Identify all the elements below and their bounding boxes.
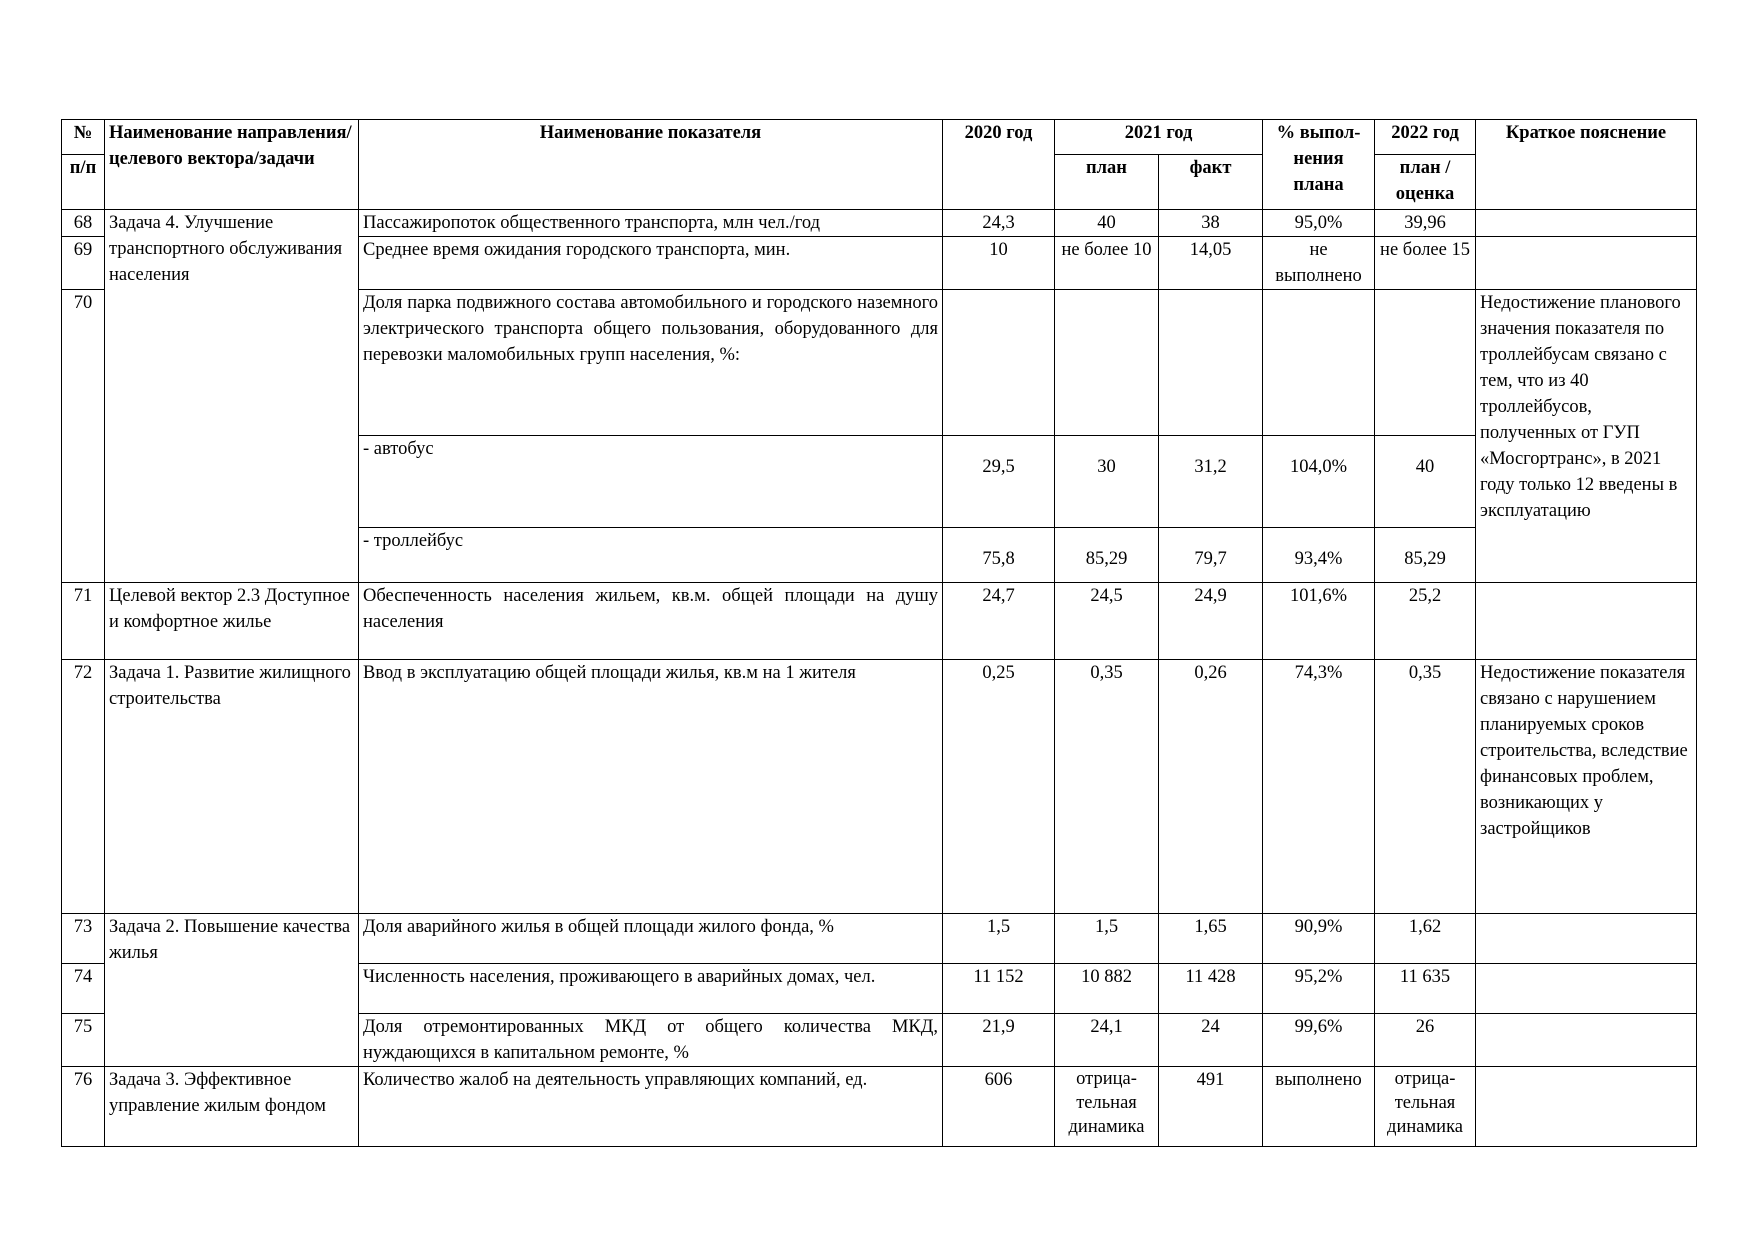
value-2020: 24,7: [943, 583, 1055, 660]
header-2022: 2022 год: [1375, 120, 1476, 155]
value-2020: 0,25: [943, 660, 1055, 914]
direction-cell: Целевой вектор 2.3 Доступное и комфортное жилье: [105, 583, 359, 660]
indicator-cell: Доля отремонтированных МКД от общего количества МКД, нуждающихся в капитальном ремонте, %: [359, 1014, 943, 1067]
direction-cell: Задача 4. Улучшение транспортного обслуживания населения: [105, 210, 359, 583]
row-number: 75: [62, 1014, 105, 1067]
value-percent: не выполнено: [1263, 237, 1375, 290]
value-fact: 11 428: [1159, 964, 1263, 1014]
indicator-cell: Обеспеченность населения жильем, кв.м. общей площади на душу населения: [359, 583, 943, 660]
indicator-cell: Среднее время ожидания городского транспорта, мин.: [359, 237, 943, 290]
value-percent: [1263, 290, 1375, 436]
indicator-cell: Пассажиропоток общественного транспорта, млн чел./год: [359, 210, 943, 237]
note-cell: [1476, 964, 1697, 1014]
header-plan-estimate: план / оценка: [1375, 155, 1476, 210]
value-2020: 606: [943, 1067, 1055, 1147]
table-row: [62, 583, 1697, 660]
value-2022: 0,35: [1375, 660, 1476, 914]
note-cell: [1476, 1067, 1697, 1147]
header-2020: 2020 год: [943, 120, 1055, 210]
value-plan: отрица-тельная динамика: [1055, 1067, 1159, 1147]
row-number: 69: [62, 237, 105, 290]
value-percent: 74,3%: [1263, 660, 1375, 914]
value-plan: 30: [1055, 436, 1159, 528]
direction-cell: Задача 3. Эффективное управление жилым фондом: [105, 1067, 359, 1147]
value-2022: [1375, 290, 1476, 436]
table-row: [62, 210, 1697, 237]
row-number: 73: [62, 914, 105, 964]
header-note: Краткое пояснение: [1476, 120, 1697, 210]
value-percent: 93,4%: [1263, 528, 1375, 583]
note-cell: [1476, 1014, 1697, 1067]
table-row: [62, 660, 1697, 914]
value-fact: 38: [1159, 210, 1263, 237]
value-plan: 1,5: [1055, 914, 1159, 964]
value-fact: 31,2: [1159, 436, 1263, 528]
value-2022: 39,96: [1375, 210, 1476, 237]
value-fact: [1159, 290, 1263, 436]
value-2020: 10: [943, 237, 1055, 290]
indicators-table: [61, 119, 1697, 1147]
header-indicator: Наименование показателя: [359, 120, 943, 210]
row-number: 74: [62, 964, 105, 1014]
indicator-cell: - троллейбус: [359, 528, 943, 583]
value-plan: 24,1: [1055, 1014, 1159, 1067]
value-fact: 491: [1159, 1067, 1263, 1147]
indicator-cell: Численность населения, проживающего в аварийных домах, чел.: [359, 964, 943, 1014]
direction-cell: Задача 2. Повышение качества жилья: [105, 914, 359, 1067]
header-percent: % выпол-нения плана: [1263, 120, 1375, 210]
value-fact: 0,26: [1159, 660, 1263, 914]
value-plan: 10 882: [1055, 964, 1159, 1014]
value-2022: отрица-тельная динамика: [1375, 1067, 1476, 1147]
value-2020: 11 152: [943, 964, 1055, 1014]
value-percent: 101,6%: [1263, 583, 1375, 660]
header-num-line1: №: [62, 120, 105, 155]
value-fact: 24,9: [1159, 583, 1263, 660]
value-fact: 79,7: [1159, 528, 1263, 583]
note-cell: [1476, 914, 1697, 964]
value-2020: 1,5: [943, 914, 1055, 964]
indicator-cell: - автобус: [359, 436, 943, 528]
value-2022: не более 15: [1375, 237, 1476, 290]
value-plan: 85,29: [1055, 528, 1159, 583]
row-number: 76: [62, 1067, 105, 1147]
note-cell: [1476, 210, 1697, 237]
value-fact: 24: [1159, 1014, 1263, 1067]
header-2021: 2021 год: [1055, 120, 1263, 155]
value-2022: 40: [1375, 436, 1476, 528]
value-2022: 1,62: [1375, 914, 1476, 964]
value-2022: 25,2: [1375, 583, 1476, 660]
value-plan: 40: [1055, 210, 1159, 237]
value-plan: не более 10: [1055, 237, 1159, 290]
indicator-cell: Ввод в эксплуатацию общей площади жилья, кв.м на 1 жителя: [359, 660, 943, 914]
value-2022: 85,29: [1375, 528, 1476, 583]
header-direction: Наименование направления/целевого вектора/задачи: [105, 120, 359, 210]
value-fact: 1,65: [1159, 914, 1263, 964]
value-2020: 21,9: [943, 1014, 1055, 1067]
indicator-cell: Доля парка подвижного состава автомобильного и городского наземного электрического транспорта общего пользования, оборудованного для перевозки маломобильных групп населения, %:: [359, 290, 943, 436]
value-percent: 90,9%: [1263, 914, 1375, 964]
note-cell: [1476, 237, 1697, 290]
value-percent: 99,6%: [1263, 1014, 1375, 1067]
value-fact: 14,05: [1159, 237, 1263, 290]
header-plan: план: [1055, 155, 1159, 210]
value-2020: [943, 290, 1055, 436]
note-cell: Недостижение планового значения показателя по троллейбусам связано с тем, что из 40 троллейбусов, полученных от ГУП «Мосгортранс», в 2021 году только 12 введены в эксплуатацию: [1476, 290, 1697, 583]
row-number: 68: [62, 210, 105, 237]
value-2022: 26: [1375, 1014, 1476, 1067]
value-2022: 11 635: [1375, 964, 1476, 1014]
indicator-cell: Количество жалоб на деятельность управляющих компаний, ед.: [359, 1067, 943, 1147]
table-row: [62, 914, 1697, 964]
row-number: 71: [62, 583, 105, 660]
value-2020: 75,8: [943, 528, 1055, 583]
header-num-line2: п/п: [62, 155, 105, 210]
row-number: 72: [62, 660, 105, 914]
value-2020: 29,5: [943, 436, 1055, 528]
note-cell: [1476, 583, 1697, 660]
row-number: 70: [62, 290, 105, 583]
value-percent: 95,0%: [1263, 210, 1375, 237]
value-plan: 24,5: [1055, 583, 1159, 660]
direction-cell: Задача 1. Развитие жилищного строительства: [105, 660, 359, 914]
value-percent: 95,2%: [1263, 964, 1375, 1014]
indicator-cell: Доля аварийного жилья в общей площади жилого фонда, %: [359, 914, 943, 964]
note-cell: Недостижение показателя связано с нарушением планируемых сроков строительства, вследствие финансовых проблем, возникающих у застройщиков: [1476, 660, 1697, 914]
value-plan: [1055, 290, 1159, 436]
table-row: [62, 1067, 1697, 1147]
value-percent: выполнено: [1263, 1067, 1375, 1147]
header-fact: факт: [1159, 155, 1263, 210]
value-percent: 104,0%: [1263, 436, 1375, 528]
value-plan: 0,35: [1055, 660, 1159, 914]
value-2020: 24,3: [943, 210, 1055, 237]
